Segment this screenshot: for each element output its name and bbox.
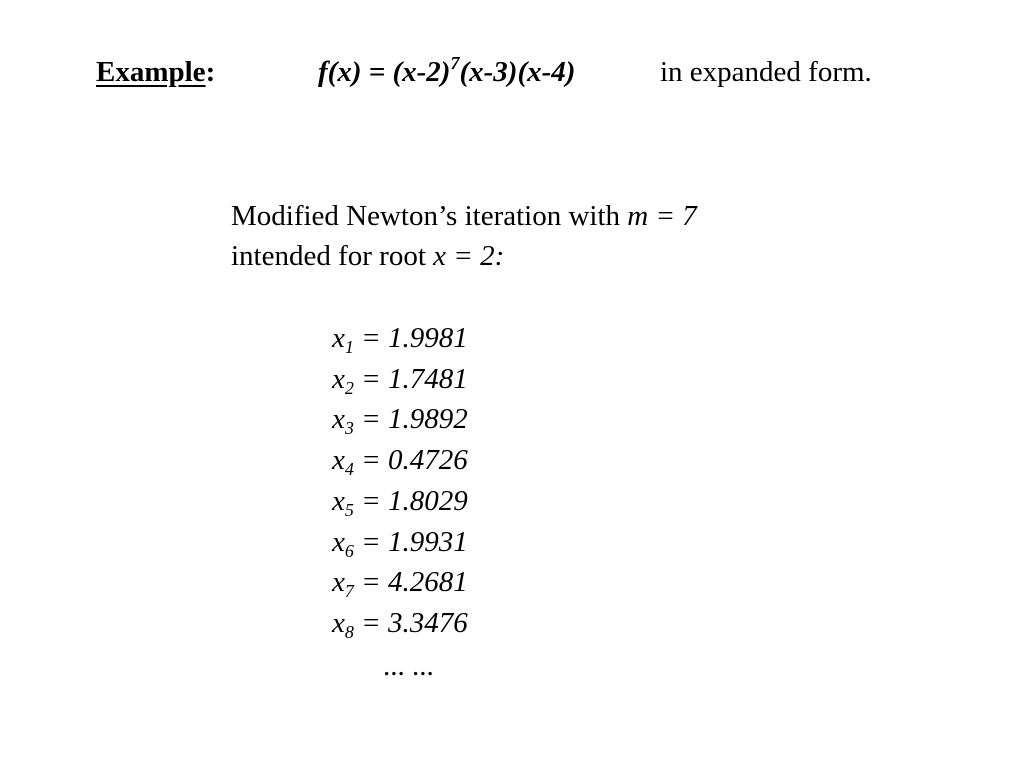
iterate-index: 6 [344, 540, 354, 561]
function-formula [318, 50, 575, 94]
iterate-value: = 1.7481 [353, 362, 468, 395]
iterate-index: 7 [344, 581, 354, 602]
iterate-row [332, 318, 468, 359]
iterate-variable: x [332, 444, 345, 477]
iterate-variable: x [332, 525, 345, 558]
iterate-value: = 1.9892 [353, 403, 468, 436]
iterate-variable: x [332, 322, 345, 354]
iterate-variable: x [332, 606, 345, 639]
iterate-variable: x [332, 403, 345, 436]
iterate-index: 1 [344, 337, 354, 357]
intro-text [231, 196, 697, 276]
intro-line-2-text: intended for root [231, 240, 434, 272]
formula-exponent: 7 [450, 53, 460, 73]
iterate-value: = 1.9981 [353, 322, 468, 354]
expanded-form-note: in expanded form. [660, 56, 872, 88]
example-label: Example [96, 56, 206, 88]
title-row [0, 50, 1024, 94]
iterate-index: 4 [344, 459, 354, 480]
iterate-row [332, 359, 468, 400]
iterate-row [332, 440, 468, 481]
iterate-index: 8 [344, 621, 354, 642]
ellipsis: ... ... [383, 650, 434, 682]
iterate-variable: x [332, 484, 345, 517]
iterate-value: = 1.8029 [353, 484, 468, 517]
intro-line-2 [231, 236, 697, 276]
example-colon: : [205, 56, 216, 88]
iterate-row [332, 522, 468, 563]
iterate-list [332, 318, 468, 644]
iterate-value: = 4.2681 [353, 566, 468, 599]
iterate-value: = 3.3476 [353, 606, 468, 639]
iterate-index: 3 [344, 418, 354, 439]
example-heading [96, 50, 215, 94]
iterate-row [332, 562, 468, 603]
iterate-row [332, 481, 468, 522]
iterate-value: = 1.9931 [353, 525, 468, 558]
intro-line-1-text: Modified Newton’s iteration with [231, 200, 628, 232]
formula-after-exponent: (x-3)(x-4) [459, 56, 576, 88]
formula-before-exponent: f(x) = (x-2) [318, 56, 451, 88]
iterate-row [332, 603, 468, 644]
iterate-variable: x [332, 566, 345, 599]
iterate-variable: x [332, 362, 345, 395]
multiplicity-expression: m = 7 [627, 200, 697, 232]
iterate-row [332, 399, 468, 440]
iterate-value: = 0.4726 [353, 444, 468, 477]
iterate-index: 5 [344, 499, 354, 520]
root-expression: x = 2: [433, 240, 505, 272]
iterate-index: 2 [344, 377, 354, 398]
intro-line-1 [231, 196, 697, 236]
